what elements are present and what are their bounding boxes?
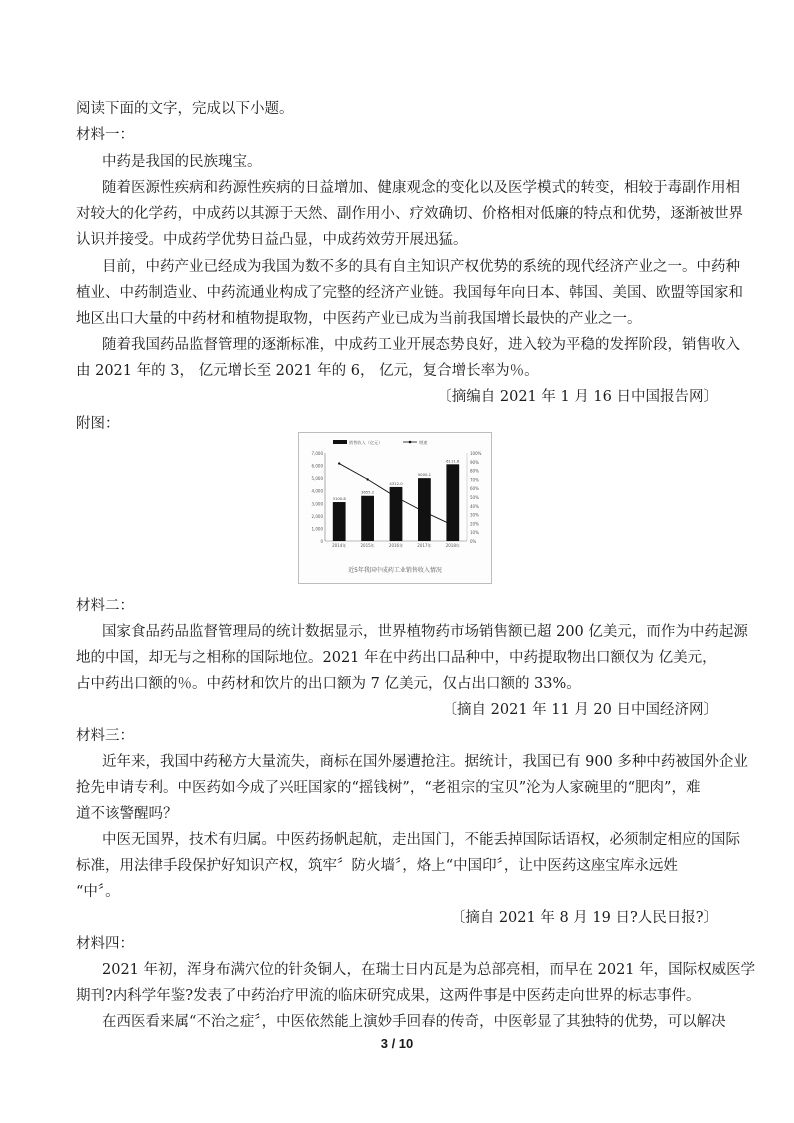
- chart-bar: [446, 464, 459, 541]
- material-1-paragraph-4-line-2: 由 2021 年的 3， 亿元增长至 2021 年的 6， 亿元，复合增长率为％。: [76, 363, 539, 379]
- material-1-paragraph-4-line-1: 随着我国药品监督管理的逐渐标准，中成药工业开展态势良好，进入较为平稳的发挥阶段，销售收入: [102, 337, 740, 353]
- legend-bar-swatch: [333, 440, 347, 444]
- growth-rate-point: [338, 462, 340, 464]
- y2-tick-label: 10%: [470, 530, 479, 536]
- material-1-paragraph-2-line-2: 对较大的化学药，中成药以其源于天然、副作用小、疗效确切、价格相对低廉的特点和优势，逐渐被世界: [76, 206, 743, 222]
- chart-figure: [298, 432, 492, 584]
- x-tick-label: 2017年: [417, 543, 432, 548]
- bar-data-label: 3655.2: [360, 489, 375, 495]
- sales-chart: [299, 433, 491, 563]
- y-tick-label: 7,000: [311, 451, 323, 456]
- material-3-heading: 材料三：: [76, 728, 134, 744]
- material-4-heading: 材料四：: [76, 936, 134, 952]
- y2-tick-label: 50%: [470, 495, 479, 500]
- material-3-source: 〔摘自 2021 年 8 月 19 日?人民日报?〕: [450, 910, 718, 926]
- y-tick-label: 5,000: [311, 476, 323, 482]
- x-tick-label: 2016年: [388, 543, 404, 548]
- material-1-paragraph-3-line-2: 植业、中药制造业、中药流通业构成了完整的经济产业链。我国每年向日本、韩国、美国、欧盟等国家和: [76, 285, 743, 301]
- material-2-line-3: 占中药出口额的％。中药材和饮片的出口额为 7 亿美元，仅占出口额的 33%。: [76, 676, 581, 692]
- y2-tick-label: 70%: [470, 477, 479, 483]
- chart-bar: [390, 487, 403, 541]
- material-1-paragraph-3-line-1: 目前，中药产业已经成为我国为数不多的具有自主知识产权优势的系统的现代经济产业之一。中药种: [102, 259, 740, 275]
- y2-tick-label: 100%: [470, 451, 482, 456]
- y2-tick-label: 80%: [470, 468, 479, 474]
- bar-data-label: 6111.8: [446, 458, 460, 464]
- material-1-paragraph-3-line-3: 地区出口大量的中药材和植物提取物，中医药产业已成为当前我国增长最快的产业之一。: [76, 311, 642, 327]
- material-3-paragraph-2-line-2: 标准，用法律手段保护好知识产权，筑牢〞防火墙〞，烙上“中国印〞，让中医药这座宝库永远姓: [76, 858, 678, 874]
- material-2-line-2: 地的中国，却无与之相称的国际地位。2021 年在中药出口品种中，中药提取物出口额仅为 亿美元，: [76, 650, 717, 666]
- material-4-paragraph-1-line-1: 2021 年初，浑身布满穴位的针灸铜人，在瑞士日内瓦是为总部亮相，而早在 2021 年，国际权威医学: [102, 962, 756, 978]
- bar-data-label: 4312.0: [389, 480, 403, 486]
- y2-tick-label: 60%: [470, 486, 479, 492]
- y-tick-label: 2,000: [311, 513, 323, 519]
- growth-rate-point: [423, 511, 425, 513]
- y2-tick-label: 90%: [470, 459, 479, 465]
- legend-line-label: 增速: [419, 440, 428, 445]
- bar-data-label: 3100.8: [332, 496, 346, 502]
- chart-bar: [333, 502, 346, 541]
- material-4-paragraph-2-line-1: 在西医看来属“不治之症〞，中医依然能上演妙手回春的传奇，中医彰显了其独特的优势，可以解决: [102, 1014, 726, 1030]
- material-2-source: 〔摘自 2021 年 11 月 20 日中国经济网〕: [442, 702, 718, 718]
- bar-data-label: 5000.1: [417, 472, 432, 478]
- y2-tick-label: 30%: [470, 512, 479, 518]
- y-tick-label: 0: [320, 539, 323, 544]
- material-2-line-1: 国家食品药品监督管理局的统计数据显示，世界植物药市场销售额已超 200 亿美元，而作为中药起源: [102, 624, 748, 640]
- material-1-paragraph-2-line-3: 认识并接受。中成药学优势日益凸显，中成药效劳开展迅猛。: [76, 232, 468, 248]
- legend-bar-label: 销售收入（亿元）: [349, 440, 383, 445]
- y-tick-label: 1,000: [311, 526, 323, 532]
- material-1-paragraph-2-line-1: 随着医源性疾病和药源性疾病的日益增加、健康观念的变化以及医学模式的转变，相较于毒副作用相: [102, 180, 740, 196]
- material-3-paragraph-2-line-1: 中医无国界，技术有归属。中医药扬帆起航，走出国门，不能丢掉国际话语权，必须制定相应的国际: [102, 832, 740, 848]
- material-2-heading: 材料二：: [76, 598, 134, 614]
- figure-label: 附图：: [76, 416, 120, 432]
- chart-bar: [361, 496, 374, 541]
- material-4-paragraph-1-line-2: 期刊?内科学年鉴?发表了中药治疗甲流的临床研究成果，这两件事是中医药走向世界的标志事件。: [76, 988, 701, 1004]
- y2-tick-label: 20%: [470, 521, 479, 527]
- growth-rate-point: [366, 478, 368, 480]
- growth-rate-point: [395, 496, 397, 498]
- growth-rate-point: [452, 524, 454, 526]
- x-tick-label: 2018年: [445, 543, 460, 548]
- y-tick-label: 6,000: [311, 463, 323, 469]
- y-tick-label: 3,000: [311, 501, 323, 507]
- y2-tick-label: 40%: [470, 503, 479, 509]
- material-3-paragraph-2-line-3: “中〞。: [76, 884, 120, 900]
- y-tick-label: 4,000: [311, 488, 323, 494]
- material-3-paragraph-1-line-1: 近年来，我国中药秘方大量流失，商标在国外屡遭抢注。据统计，我国已有 900 多种中药被国外企业: [102, 754, 748, 770]
- y2-tick-label: 0%: [470, 539, 477, 544]
- material-1-source: 〔摘编自 2021 年 1 月 16 日中国报告网〕: [437, 389, 718, 405]
- material-1-heading: 材料一：: [76, 127, 134, 143]
- page-number: 3 / 10: [380, 1036, 414, 1051]
- legend-line-marker: [409, 441, 412, 444]
- material-3-paragraph-1-line-2: 抢先申请专利。中医药如今成了兴旺国家的“摇钱树”，“老祖宗的宝贝”沦为人家碗里的“肥肉”，难: [76, 780, 701, 796]
- chart-caption: 近5年我国中成药工业销售收入情况: [348, 567, 442, 574]
- material-1-paragraph-1: 中药是我国的民族瑰宝。: [102, 154, 262, 170]
- x-tick-label: 2014年: [332, 543, 347, 548]
- x-tick-label: 2015年: [360, 543, 375, 548]
- instruction-text: 阅读下面的文字，完成以下小题。: [76, 101, 294, 117]
- material-3-paragraph-1-line-3: 道不该警醒吗？: [76, 806, 178, 822]
